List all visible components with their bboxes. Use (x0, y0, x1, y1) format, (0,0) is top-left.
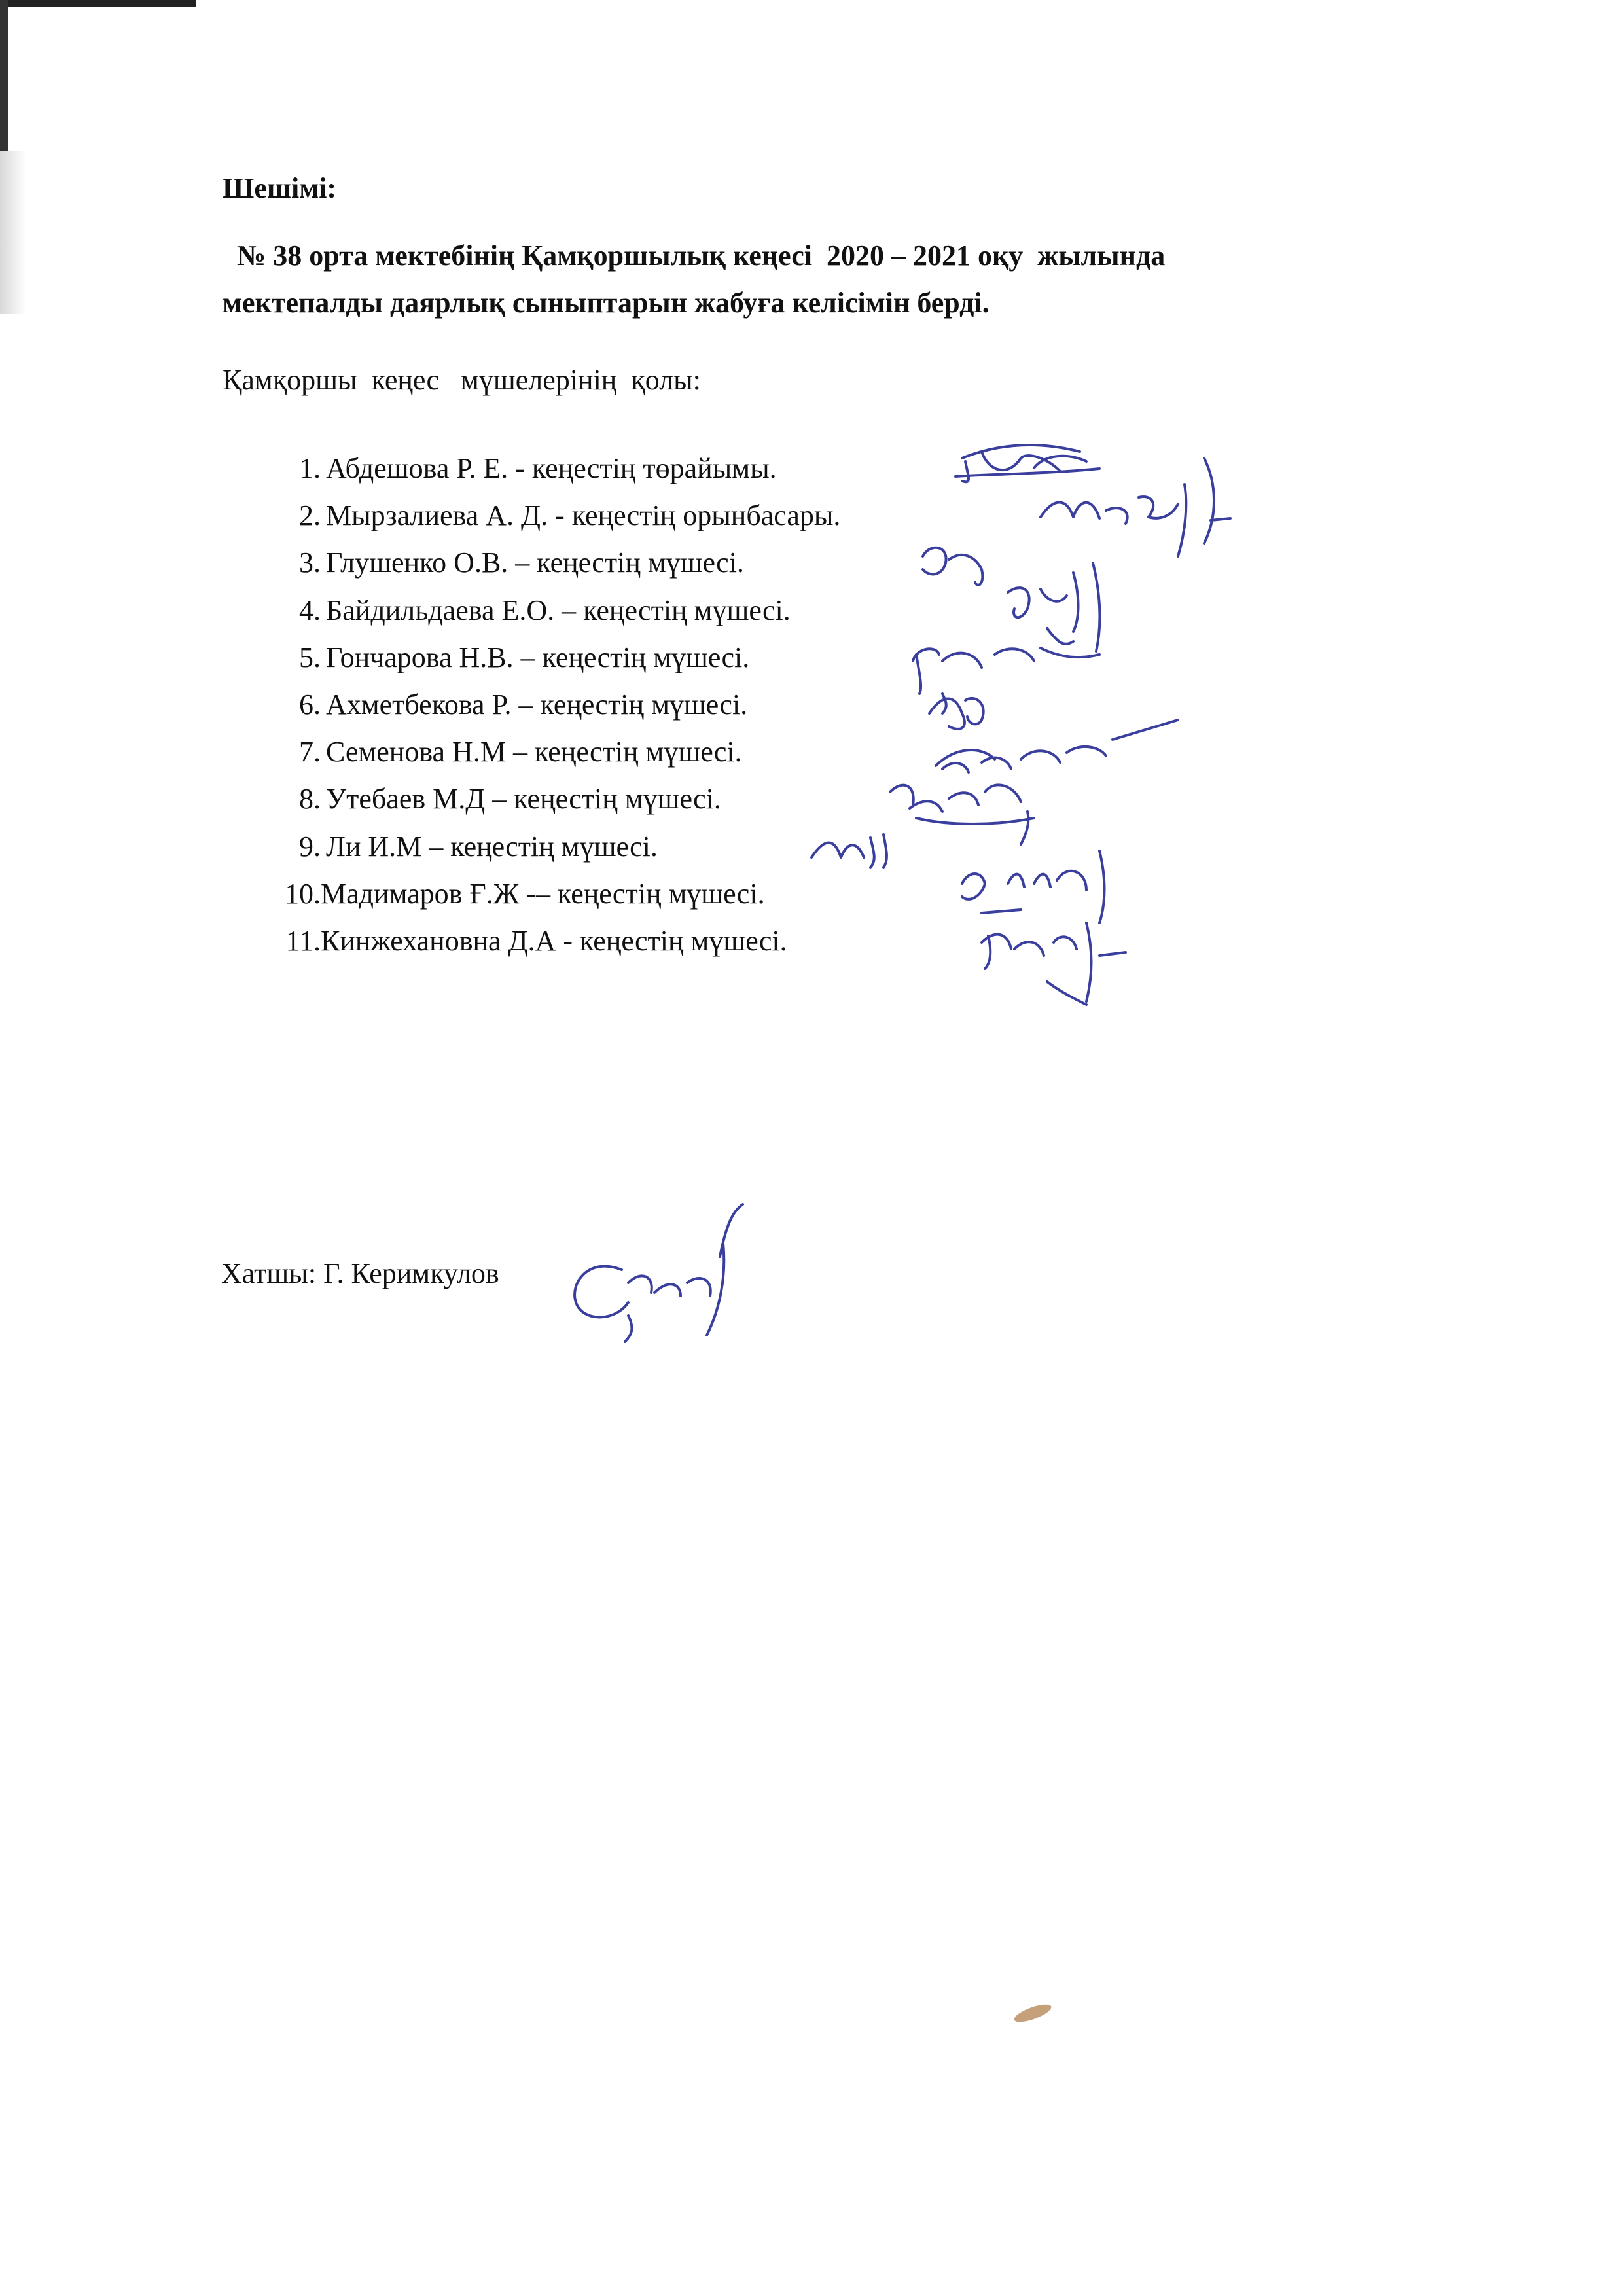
list-item (223, 918, 840, 965)
decision-line: мектепалды даярлық сыныптарын жабуға келісімін берді. (223, 287, 990, 319)
signature-8 (890, 785, 1034, 844)
member-text: Мырзалиева А. Д. - кеңестің орынбасары. (326, 499, 841, 532)
list-item (223, 587, 840, 634)
member-number: 6. (299, 688, 321, 721)
decision-line: № 38 орта мектебінің Қамқоршылық кеңесі 2020 – 2021 оқу жылында (223, 240, 1166, 272)
list-item (223, 634, 840, 681)
member-text: Гончарова Н.В. – кеңестің мүшесі. (326, 641, 750, 673)
list-item (223, 492, 840, 539)
decision-heading: Шешімі: (223, 172, 337, 204)
member-text: Байдильдаева Е.О. – кеңестің мүшесі. (326, 594, 791, 626)
scan-edge-artifact (0, 0, 196, 7)
member-number: 10. (285, 877, 321, 910)
members-heading: Қамқоршы кеңес мүшелерінің қолы: (223, 364, 701, 396)
member-text: Мадимаров Ғ.Ж -– кеңестің мүшесі. (321, 877, 765, 910)
signature-6 (929, 694, 984, 729)
member-number: 8. (299, 783, 321, 816)
member-number: 2. (299, 499, 321, 532)
signature-10 (962, 851, 1105, 923)
member-text: Утебаев М.Д – кеңестің мүшесі. (326, 783, 721, 816)
list-item (223, 823, 840, 870)
signature-4 (1008, 563, 1099, 651)
member-text: Абдешова Р. Е. - кеңестің төрайымы. (326, 452, 777, 484)
member-number: 1. (299, 452, 321, 484)
signature-11 (982, 923, 1126, 1005)
list-item (223, 776, 840, 823)
secretary-signature (575, 1204, 743, 1342)
member-text: Глушенко О.В. – кеңестің мүшесі. (326, 547, 744, 579)
signature-1 (955, 445, 1099, 482)
signature-3 (923, 548, 982, 585)
member-number: 9. (299, 830, 321, 863)
scan-stain (1012, 2001, 1054, 2025)
member-text: Семенова Н.М – кеңестің мүшесі. (326, 736, 742, 768)
member-number: 4. (299, 594, 321, 626)
list-item (223, 539, 840, 586)
member-number: 3. (299, 547, 321, 579)
member-number: 11. (285, 924, 321, 957)
scan-fold-shadow (0, 151, 26, 314)
decision-text (223, 232, 1486, 327)
member-text: Ли И.М – кеңестің мүшесі. (326, 830, 658, 863)
list-item (223, 681, 840, 728)
list-item (223, 870, 840, 918)
member-text: Кинжехановна Д.А - кеңестің мүшесі. (321, 924, 787, 957)
secretary-line: Хатшы: Г. Керимкулов (221, 1257, 499, 1289)
member-number: 5. (299, 641, 321, 673)
signature-5 (913, 628, 1099, 694)
list-item (223, 445, 840, 492)
member-number: 7. (299, 736, 321, 768)
members-list (223, 445, 840, 965)
signature-2 (1041, 458, 1230, 556)
signature-7 (936, 720, 1178, 772)
list-item (223, 728, 840, 776)
member-text: Ахметбекова Р. – кеңестің мүшесі. (326, 688, 748, 721)
